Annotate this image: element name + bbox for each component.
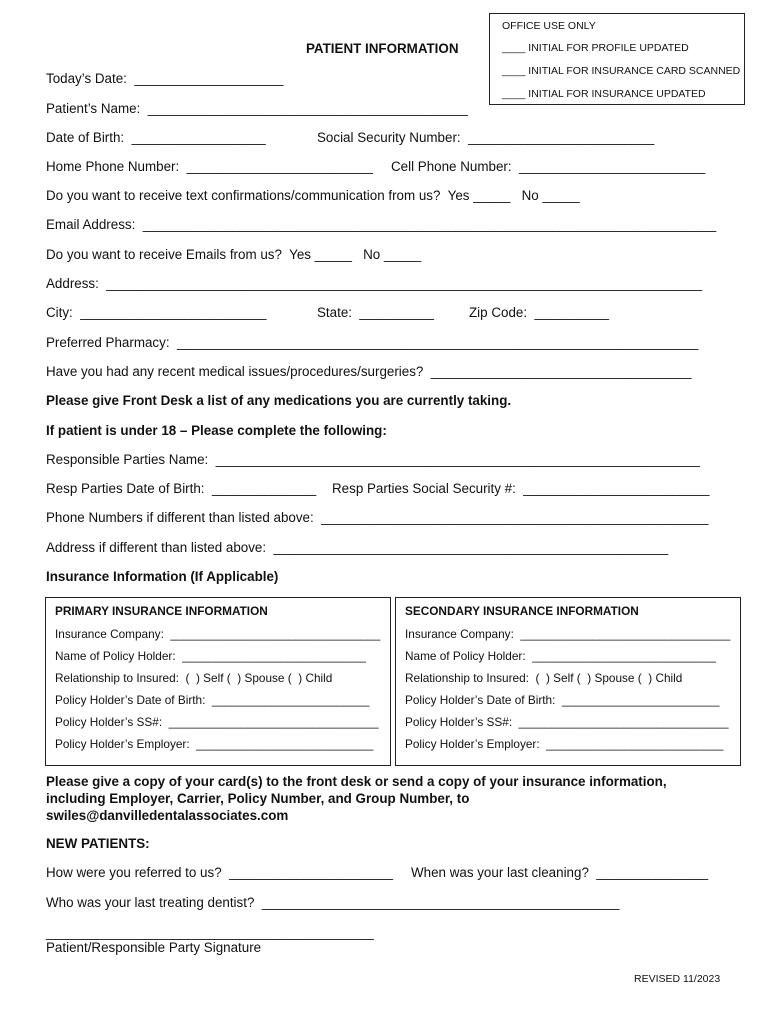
insurance-card-scanned-initial[interactable]: ____ INITIAL FOR INSURANCE CARD SCANNED [502, 65, 741, 77]
secondary-holder-ss-field[interactable]: Policy Holder’s SS#: ________________________________ [405, 715, 729, 729]
insurance-heading: Insurance Information (If Applicable) [46, 569, 279, 584]
responsible-party-dob-field[interactable]: Resp Parties Date of Birth: ______________ [46, 481, 317, 496]
ssn-field[interactable]: Social Security Number: _________________________ [317, 130, 655, 145]
medications-note: Please give Front Desk a list of any medications you are currently taking. [46, 393, 512, 408]
primary-policy-holder-field[interactable]: Name of Policy Holder: ____________________________ [55, 649, 366, 663]
email-confirmation-question[interactable]: Do you want to receive Emails from us? Yes _____ No _____ [46, 247, 422, 262]
secondary-insurance-box [395, 597, 741, 766]
responsible-party-ssn-field[interactable]: Resp Parties Social Security #: _________________________ [332, 481, 710, 496]
contact-email[interactable]: swiles@danvilledentalassociates.com [46, 808, 289, 823]
signature-label: Patient/Responsible Party Signature [46, 940, 262, 955]
date-of-birth-field[interactable]: Date of Birth: __________________ [46, 130, 266, 145]
revision-date: REVISED 11/2023 [634, 973, 721, 985]
state-field[interactable]: State: __________ [317, 305, 434, 320]
primary-relationship-options[interactable]: Relationship to Insured: ( ) Self ( ) Spouse ( ) Child [55, 671, 333, 685]
responsible-party-name-field[interactable]: Responsible Parties Name: _________________________________________________________________ [46, 452, 700, 467]
primary-insurance-company-field[interactable]: Insurance Company: ________________________________ [55, 627, 381, 641]
primary-insurance-box [45, 597, 391, 766]
secondary-relationship-options[interactable]: Relationship to Insured: ( ) Self ( ) Spouse ( ) Child [405, 671, 683, 685]
primary-insurance-title: PRIMARY INSURANCE INFORMATION [55, 604, 268, 618]
primary-holder-employer-field[interactable]: Policy Holder’s Employer: ___________________________ [55, 737, 374, 751]
recent-medical-issues-field[interactable]: Have you had any recent medical issues/procedures/surgeries? ___________________________________ [46, 364, 692, 379]
page-title: PATIENT INFORMATION [306, 41, 459, 56]
secondary-policy-holder-field[interactable]: Name of Policy Holder: ____________________________ [405, 649, 716, 663]
address-field[interactable]: Address: ________________________________________________________________________________ [46, 276, 703, 291]
office-use-box [489, 13, 745, 105]
last-cleaning-field[interactable]: When was your last cleaning? _______________ [411, 865, 709, 880]
city-field[interactable]: City: _________________________ [46, 305, 267, 320]
referral-source-field[interactable]: How were you referred to us? ______________________ [46, 865, 393, 880]
secondary-holder-employer-field[interactable]: Policy Holder’s Employer: ___________________________ [405, 737, 724, 751]
email-field[interactable]: Email Address: _____________________________________________________________________________ [46, 217, 717, 232]
zip-code-field[interactable]: Zip Code: __________ [469, 305, 609, 320]
home-phone-field[interactable]: Home Phone Number: _________________________ [46, 159, 373, 174]
todays-date-field[interactable]: Today’s Date: ____________________ [46, 71, 284, 86]
text-confirmation-question[interactable]: Do you want to receive text confirmations/communication from us? Yes _____ No _____ [46, 188, 580, 203]
office-use-title: OFFICE USE ONLY [502, 20, 596, 32]
card-copy-note-line-2: including Employer, Carrier, Policy Number, and Group Number, to [46, 791, 470, 806]
primary-holder-ss-field[interactable]: Policy Holder’s SS#: ________________________________ [55, 715, 379, 729]
last-dentist-field[interactable]: Who was your last treating dentist? ________________________________________________ [46, 895, 620, 910]
alternate-phone-field[interactable]: Phone Numbers if different than listed above: ____________________________________________________ [46, 510, 709, 525]
alternate-address-field[interactable]: Address if different than listed above: _____________________________________________________ [46, 540, 669, 555]
cell-phone-field[interactable]: Cell Phone Number: _________________________ [391, 159, 706, 174]
secondary-insurance-title: SECONDARY INSURANCE INFORMATION [405, 604, 639, 618]
new-patients-heading: NEW PATIENTS: [46, 836, 150, 851]
preferred-pharmacy-field[interactable]: Preferred Pharmacy: ______________________________________________________________________ [46, 335, 699, 350]
signature-line[interactable]: ____________________________________________ [46, 925, 374, 940]
patient-name-field[interactable]: Patient’s Name: ___________________________________________ [46, 101, 468, 116]
primary-holder-dob-field[interactable]: Policy Holder’s Date of Birth: ________________________ [55, 693, 370, 707]
insurance-updated-initial: ____ INITIAL FOR INSURANCE UPDATED [502, 88, 706, 100]
card-copy-note-line-1: Please give a copy of your card(s) to the front desk or send a copy of your insurance information, [46, 774, 667, 789]
under-18-heading: If patient is under 18 – Please complete the following: [46, 423, 387, 438]
secondary-insurance-company-field[interactable]: Insurance Company: ________________________________ [405, 627, 731, 641]
secondary-holder-dob-field[interactable]: Policy Holder’s Date of Birth: ________________________ [405, 693, 720, 707]
profile-updated-initial[interactable]: ____ INITIAL FOR PROFILE UPDATED [502, 42, 689, 54]
